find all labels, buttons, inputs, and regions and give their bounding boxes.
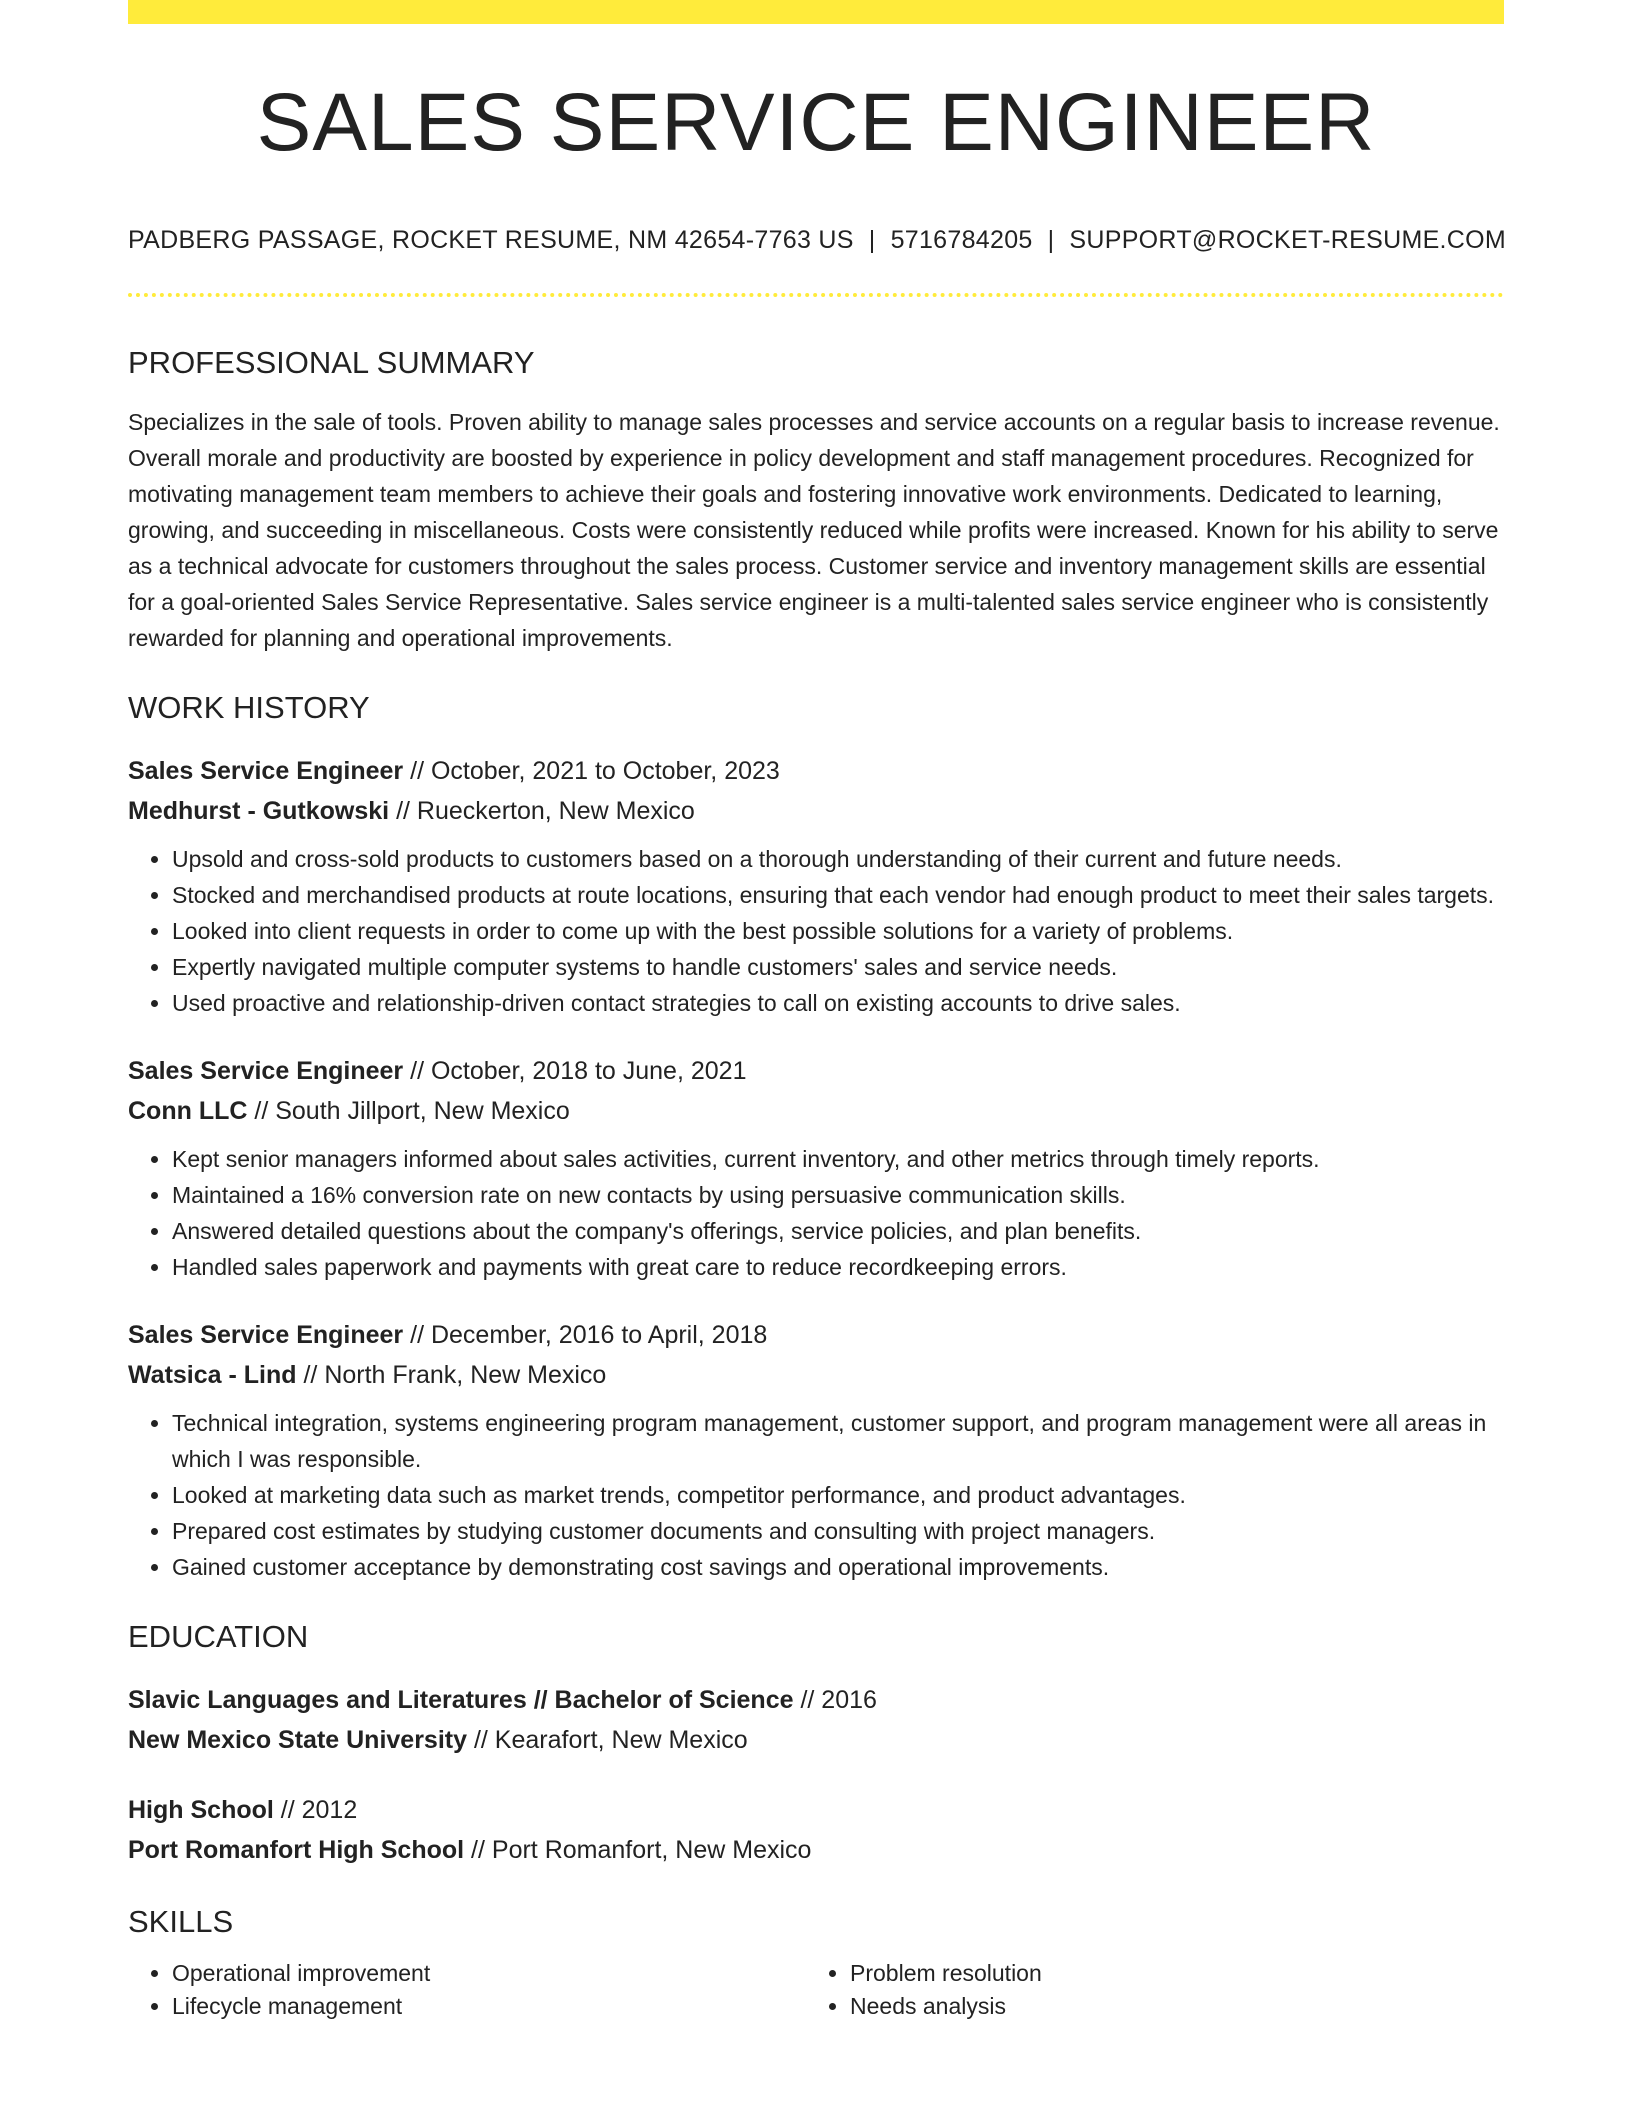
degree: High School xyxy=(128,1796,274,1824)
list-item: • Handled sales paperwork and payments with great care to reduce recordkeeping errors. xyxy=(172,1249,1504,1285)
list-item: • Problem resolution xyxy=(850,1957,1484,1990)
job-bullets xyxy=(128,1405,1504,1585)
school-line xyxy=(128,1830,1504,1870)
job-bullets xyxy=(128,841,1504,1021)
contact-line xyxy=(128,226,1507,255)
job-company: Medhurst - Gutkowski xyxy=(128,797,390,825)
education-heading: EDUCATION xyxy=(128,1619,309,1654)
job-entry xyxy=(128,751,1504,1021)
resume-page xyxy=(128,0,1507,2023)
summary-heading: PROFESSIONAL SUMMARY xyxy=(128,345,535,380)
list-item: • Technical integration, systems engineering program management, customer support, and program management were all areas in which I was responsible. xyxy=(172,1405,1504,1477)
list-item: • Lifecycle management xyxy=(172,1990,806,2023)
graduation-year: // 2016 xyxy=(793,1686,877,1714)
contact-phone[interactable]: 5716784205 xyxy=(890,226,1033,254)
list-item: • Gained customer acceptance by demonstrating cost savings and operational improvements. xyxy=(172,1549,1504,1585)
list-item: • Maintained a 16% conversion rate on new contacts by using persuasive communication skills. xyxy=(172,1177,1504,1213)
skills-section xyxy=(128,1906,1504,2023)
job-title-line xyxy=(128,1051,1504,1091)
job-title: Sales Service Engineer xyxy=(128,1321,404,1349)
list-item: • Prepared cost estimates by studying customer documents and consulting with project managers. xyxy=(172,1513,1504,1549)
skills-list-right xyxy=(806,1957,1484,2023)
list-item: • Stocked and merchandised products at route locations, ensuring that each vendor had enough product to meet their sales targets. xyxy=(172,877,1504,913)
job-title-line xyxy=(128,1315,1504,1355)
job-company: Conn LLC xyxy=(128,1097,248,1125)
list-item: • Expertly navigated multiple computer systems to handle customers' sales and service needs. xyxy=(172,949,1504,985)
list-item: • Used proactive and relationship-driven contact strategies to call on existing accounts to drive sales. xyxy=(172,985,1504,1021)
skills-heading: SKILLS xyxy=(128,1904,234,1939)
school: New Mexico State University xyxy=(128,1726,468,1754)
contact-address: PADBERG PASSAGE, ROCKET RESUME, NM 42654-7763 US xyxy=(128,226,854,254)
summary-section xyxy=(128,347,1504,656)
job-company-line xyxy=(128,1355,1504,1395)
education-section xyxy=(128,1621,1504,1870)
summary-text: Specializes in the sale of tools. Proven ability to manage sales processes and service accounts on a regular basis to increase revenue. Overall morale and productivity are boosted by experience in policy development and staff management procedures. Recognized for motivating management team members to achieve their goals and fostering innovative work environments. Dedicated to learning, growing, and succeeding in miscellaneous. Costs were consistently reduced while profits were increased. Known for his ability to serve as a technical advocate for customers throughout the sales process. Customer service and inventory management skills are essential for a goal-oriented Sales Service Representative. Sales service engineer is a multi-talented sales service engineer who is consistently rewarded for planning and operational improvements. xyxy=(128,409,1500,651)
skills-columns xyxy=(128,1957,1504,2023)
list-item: • Kept senior managers informed about sales activities, current inventory, and other metrics through timely reports. xyxy=(172,1141,1504,1177)
job-location: // South Jillport, New Mexico xyxy=(247,1097,570,1125)
job-entry xyxy=(128,1315,1504,1585)
job-company-line xyxy=(128,791,1504,831)
list-item: • Answered detailed questions about the company's offerings, service policies, and plan benefits. xyxy=(172,1213,1504,1249)
list-item: • Needs analysis xyxy=(850,1990,1484,2023)
job-dates: // December, 2016 to April, 2018 xyxy=(403,1321,768,1349)
list-item: • Looked at marketing data such as market trends, competitor performance, and product advantages. xyxy=(172,1477,1504,1513)
degree: Slavic Languages and Literatures // Bachelor of Science xyxy=(128,1686,794,1714)
resume-title: SALES SERVICE ENGINEER xyxy=(256,77,1376,168)
contact-separator: | xyxy=(868,226,876,254)
degree-line xyxy=(128,1680,1504,1720)
job-title: Sales Service Engineer xyxy=(128,1057,404,1085)
accent-bar xyxy=(128,0,1504,24)
school: Port Romanfort High School xyxy=(128,1836,465,1864)
job-entry xyxy=(128,1051,1504,1285)
work-history-heading: WORK HISTORY xyxy=(128,690,370,725)
education-entry xyxy=(128,1790,1504,1870)
list-item: • Operational improvement xyxy=(172,1957,806,1990)
degree-line xyxy=(128,1790,1504,1830)
education-entry xyxy=(128,1680,1504,1760)
skills-list-left xyxy=(128,1957,806,2023)
contact-separator: | xyxy=(1047,226,1055,254)
contact-email[interactable]: SUPPORT@ROCKET-RESUME.COM xyxy=(1069,226,1507,254)
job-company: Watsica - Lind xyxy=(128,1361,297,1389)
job-dates: // October, 2018 to June, 2021 xyxy=(403,1057,747,1085)
job-title: Sales Service Engineer xyxy=(128,757,404,785)
job-location: // North Frank, New Mexico xyxy=(296,1361,607,1389)
graduation-year: // 2012 xyxy=(273,1796,358,1824)
school-line xyxy=(128,1720,1504,1760)
dotted-divider xyxy=(128,293,1504,297)
school-location: // Kearafort, New Mexico xyxy=(467,1726,748,1754)
job-company-line xyxy=(128,1091,1504,1131)
job-dates: // October, 2021 to October, 2023 xyxy=(403,757,780,785)
school-location: // Port Romanfort, New Mexico xyxy=(464,1836,812,1864)
work-history-section xyxy=(128,692,1504,1585)
list-item: • Looked into client requests in order to come up with the best possible solutions for a variety of problems. xyxy=(172,913,1504,949)
job-location: // Rueckerton, New Mexico xyxy=(389,797,695,825)
job-title-line xyxy=(128,751,1504,791)
list-item: • Upsold and cross-sold products to customers based on a thorough understanding of their current and future needs. xyxy=(172,841,1504,877)
job-bullets xyxy=(128,1141,1504,1285)
